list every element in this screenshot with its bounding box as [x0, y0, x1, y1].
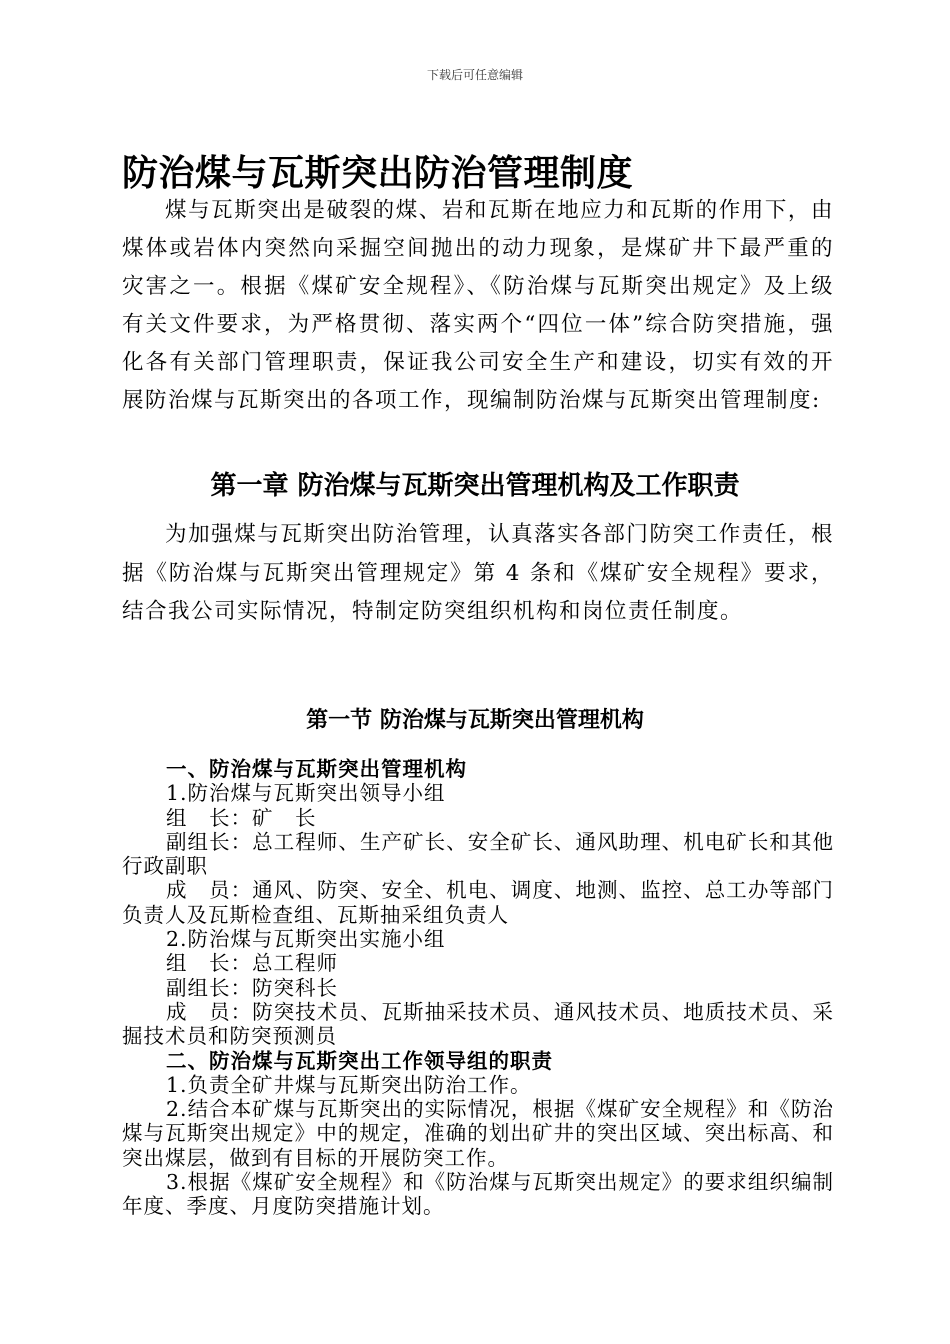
list-item: 副组长：防突科长 [166, 975, 338, 1000]
list-item: 3.根据《煤矿安全规程》和《防治煤与瓦斯突出规定》的要求组织编制年度、季度、月度防突措施计划。 [122, 1170, 834, 1219]
document-title: 防治煤与瓦斯突出防治管理制度 [122, 153, 634, 194]
list-item: 1.防治煤与瓦斯突出领导小组 [166, 781, 446, 806]
chapter-title: 第一章 防治煤与瓦斯突出管理机构及工作职责 [210, 471, 740, 501]
list-item: 成 员：防突技术员、瓦斯抽采技术员、通风技术员、地质技术员、采掘技术员和防突预测员 [122, 999, 834, 1049]
intro-paragraph: 煤与瓦斯突出是破裂的煤、岩和瓦斯在地应力和瓦斯的作用下，由煤体或岩体内突然向采掘空间抛出的动力现象，是煤矿井下最严重的灾害之一。根据《煤矿安全规程》、《防治煤与瓦斯突出规定》及上级有关文件要求，为严格贯彻、落实两个“四位一体”综合防突措施，强化各有关部门管理职责，保证我公司安全生产和建设，切实有效的开展防治煤与瓦斯突出的各项工作，现编制防治煤与瓦斯突出管理制度: [122, 198, 834, 413]
section-title: 第一节 防治煤与瓦斯突出管理机构 [306, 708, 644, 733]
list-item: 成 员：通风、防突、安全、机电、调度、地测、监控、总工办等部门负责人及瓦斯检查组、瓦斯抽采组负责人 [122, 878, 834, 927]
subsection-heading-organization: 一、防治煤与瓦斯突出管理机构 [166, 757, 467, 781]
chapter-intro-paragraph: 为加强煤与瓦斯突出防治管理，认真落实各部门防突工作责任，根据《防治煤与瓦斯突出管理规定》第 4 条和《煤矿安全规程》要求，结合我公司实际情况，特制定防突组织机构和岗位责任制度。 [122, 522, 834, 624]
list-item: 组 长：总工程师 [166, 951, 338, 976]
section-body [122, 757, 834, 1219]
list-item: 1.负责全矿井煤与瓦斯突出防治工作。 [166, 1072, 532, 1097]
list-item: 2.结合本矿煤与瓦斯突出的实际情况，根据《煤矿安全规程》和《防治煤与瓦斯突出规定》中的规定，准确的划出矿井的突出区域、突出标高、和突出煤层，做到有目标的开展防突工作。 [122, 1097, 834, 1170]
header-note: 下载后可任意编辑 [426, 68, 523, 82]
subsection-heading-duties: 二、防治煤与瓦斯突出工作领导组的职责 [166, 1048, 553, 1073]
list-item: 副组长：总工程师、生产矿长、安全矿长、通风助理、机电矿长和其他行政副职 [122, 829, 834, 879]
list-item: 2.防治煤与瓦斯突出实施小组 [166, 927, 446, 952]
list-item: 组 长：矿 长 [166, 805, 317, 830]
